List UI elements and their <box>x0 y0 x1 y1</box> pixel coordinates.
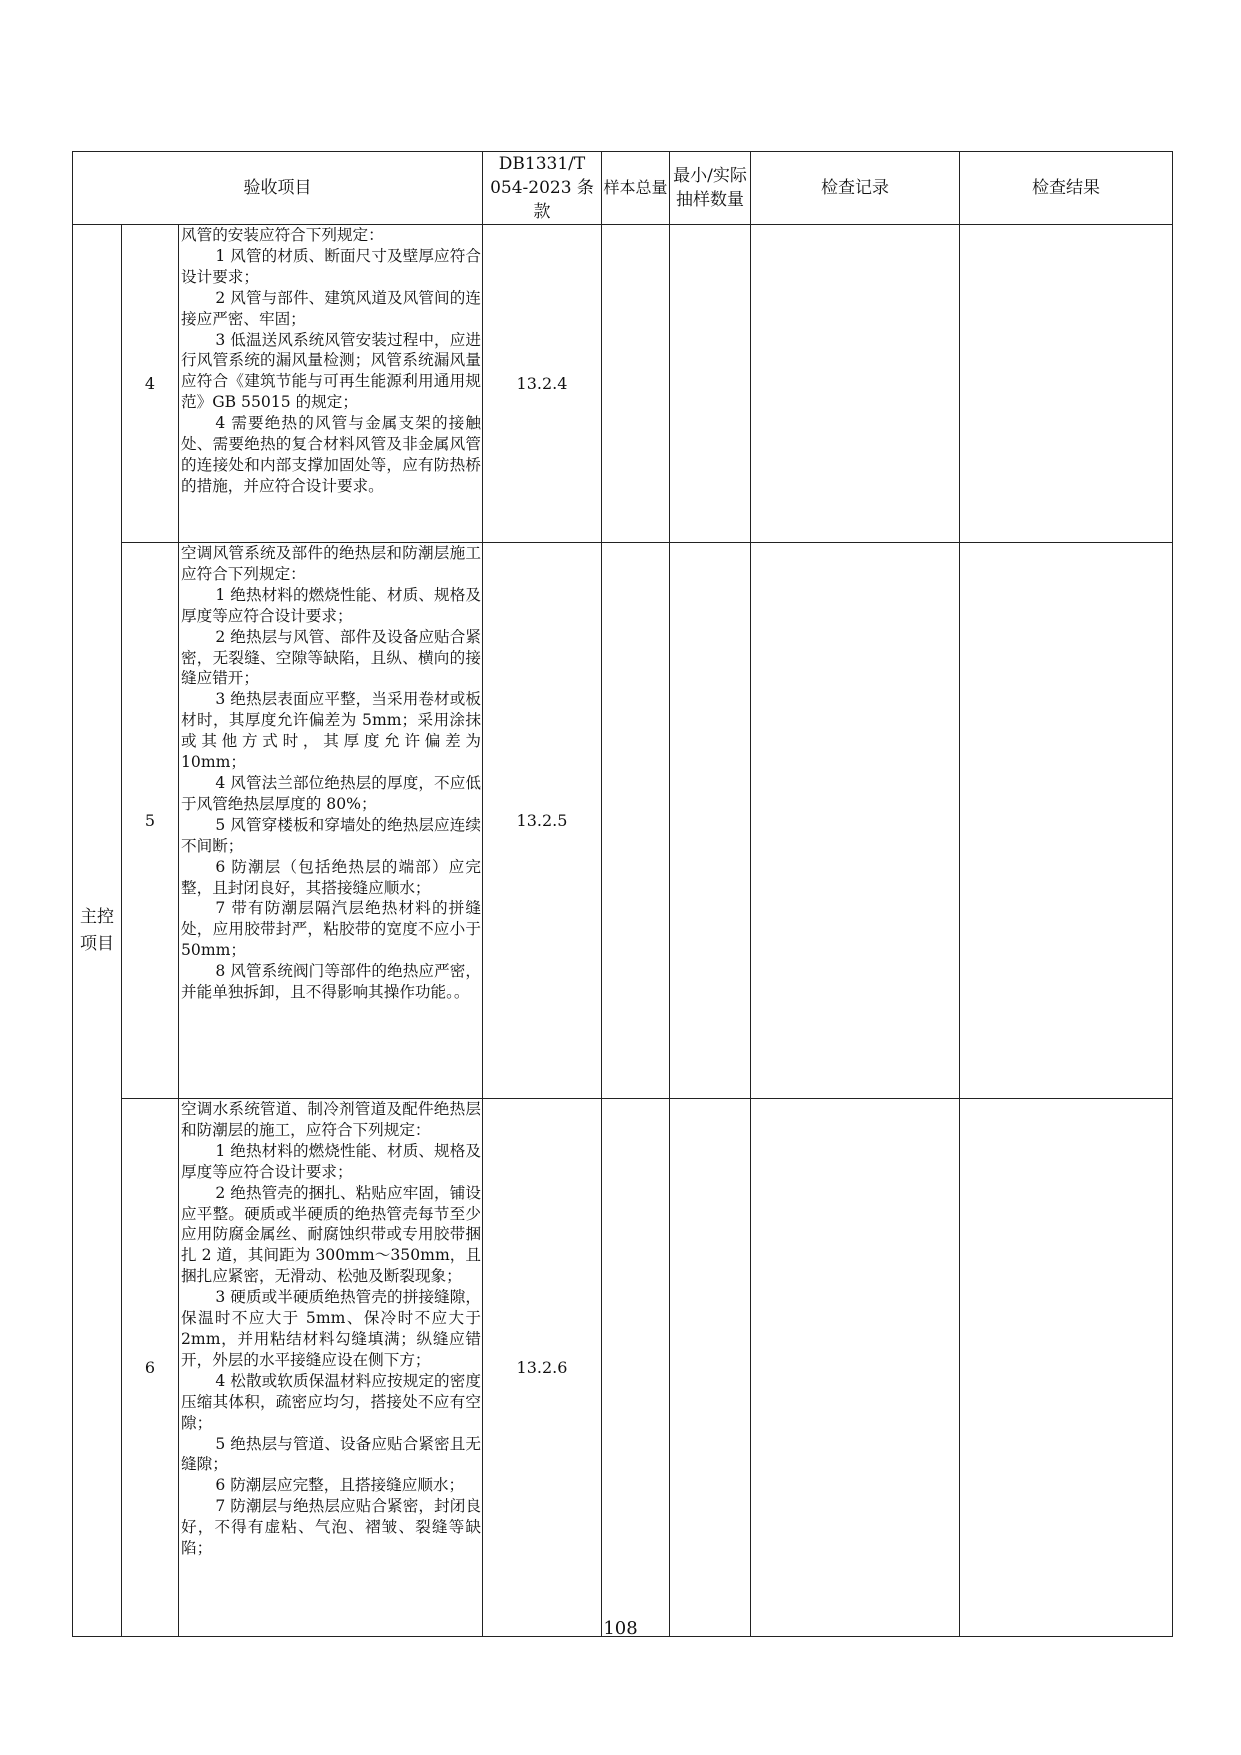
sampling-count-cell[interactable] <box>670 543 751 1099</box>
category-line1: 主控 <box>80 906 114 927</box>
requirement-line: 7 带有防潮层隔汽层绝热材料的拼缝处，应用胶带封严，粘胶带的宽度不应小于 50mm； <box>181 899 481 960</box>
check-result-cell[interactable] <box>960 225 1173 543</box>
requirement-text <box>179 543 483 1099</box>
header-item: 验收项目 <box>73 152 483 225</box>
requirement-line: 空调风管系统及部件的绝热层和防潮层施工应符合下列规定： <box>181 544 481 583</box>
sampling-count-cell[interactable] <box>670 1099 751 1637</box>
requirement-line: 2 风管与部件、建筑风道及风管间的连接应严密、牢固； <box>181 288 481 328</box>
requirement-line: 3 硬质或半硬质绝热管壳的拼接缝隙，保温时不应大于 5mm、保冷时不应大于 2mm，并用粘结材料勾缝填满；纵缝应错开，外层的水平接缝应设在侧下方； <box>181 1288 481 1369</box>
check-result-cell[interactable] <box>960 543 1173 1099</box>
header-result: 检查结果 <box>960 152 1173 225</box>
header-record: 检查记录 <box>751 152 960 225</box>
check-record-cell[interactable] <box>751 225 960 543</box>
requirement-line: 6 防潮层应完整，且搭接缝应顺水； <box>215 1476 465 1495</box>
requirement-line: 8 风管系统阀门等部件的绝热应严密，并能单独拆卸，且不得影响其操作功能。。 <box>181 962 481 1002</box>
table-row <box>73 225 1173 543</box>
requirement-line: 1 绝热材料的燃烧性能、材质、规格及厚度等应符合设计要求； <box>181 585 481 625</box>
row-number: 4 <box>122 225 179 543</box>
requirement-line: 3 绝热层表面应平整，当采用卷材或板材时，其厚度允许偏差为 5mm；采用涂抹或其他方式时，其厚度允许偏差为 10mm； <box>181 690 481 772</box>
requirement-line: 2 绝热管壳的捆扎、粘贴应牢固，铺设应平整。硬质或半硬质的绝热管壳每节至少应用防腐金属丝、耐腐蚀织带或专用胶带捆扎 2 道，其间距为 300mm～350mm，且捆扎应紧密，无滑动、松弛及断裂现象； <box>181 1183 481 1286</box>
sampling-count-cell[interactable] <box>670 225 751 543</box>
requirement-line: 风管的安装应符合下列规定： <box>181 226 384 244</box>
header-sampling <box>670 152 751 225</box>
sample-total-cell[interactable] <box>602 543 670 1099</box>
requirement-line: 4 风管法兰部位绝热层的厚度，不应低于风管绝热层厚度的 80%； <box>181 773 481 813</box>
acceptance-table <box>72 151 1173 1637</box>
row-number: 5 <box>122 543 179 1099</box>
header-clause-line1: DB1331/T <box>498 154 586 174</box>
header-sampling-line1: 最小/实际 <box>673 166 747 186</box>
category-line2: 项目 <box>80 933 114 954</box>
page-number: 108 <box>603 1618 638 1639</box>
row-number: 6 <box>122 1099 179 1637</box>
check-record-cell[interactable] <box>751 543 960 1099</box>
sample-total-cell[interactable] <box>602 225 670 543</box>
check-record-cell[interactable] <box>751 1099 960 1637</box>
clause-number: 13.2.4 <box>483 225 602 543</box>
requirement-line: 3 低温送风系统风管安装过程中，应进行风管系统的漏风量检测；风管系统漏风量应符合《建筑节能与可再生能源利用通用规范》GB 55015 的规定； <box>181 330 481 412</box>
header-sample-total: 样本总量 <box>602 152 670 225</box>
header-row <box>73 152 1173 225</box>
clause-number: 13.2.6 <box>483 1099 602 1637</box>
clause-number: 13.2.5 <box>483 543 602 1099</box>
requirement-text <box>179 1099 483 1637</box>
requirement-line: 空调水系统管道、制冷剂管道及配件绝热层和防潮层的施工，应符合下列规定： <box>181 1100 481 1139</box>
header-clause-line2: 054-2023 条款 <box>490 178 594 222</box>
requirement-text <box>179 225 483 543</box>
header-sampling-line2: 抽样数量 <box>676 190 744 210</box>
sample-total-cell[interactable] <box>602 1099 670 1637</box>
requirement-line: 1 绝热材料的燃烧性能、材质、规格及厚度等应符合设计要求； <box>181 1141 481 1181</box>
check-result-cell[interactable] <box>960 1099 1173 1637</box>
table-row <box>73 1099 1173 1637</box>
requirement-line: 4 需要绝热的风管与金属支架的接触处、需要绝热的复合材料风管及非金属风管的连接处和内部支撑加固处等，应有防热桥的措施，并应符合设计要求。 <box>181 414 481 495</box>
requirement-line: 7 防潮层与绝热层应贴合紧密，封闭良好，不得有虚粘、气泡、褶皱、裂缝等缺陷； <box>181 1497 481 1558</box>
requirement-line: 4 松散或软质保温材料应按规定的密度压缩其体积，疏密应均匀，搭接处不应有空隙； <box>181 1371 481 1432</box>
table-row <box>73 543 1173 1099</box>
requirement-line: 2 绝热层与风管、部件及设备应贴合紧密，无裂缝、空隙等缺陷，且纵、横向的接缝应错开； <box>181 627 481 688</box>
requirement-line: 1 风管的材质、断面尺寸及壁厚应符合设计要求； <box>181 246 481 286</box>
requirement-line: 5 风管穿楼板和穿墙处的绝热层应连续不间断； <box>181 815 481 855</box>
requirement-line: 5 绝热层与管道、设备应贴合紧密且无缝隙； <box>181 1434 481 1474</box>
requirement-line: 6 防潮层（包括绝热层的端部）应完整，且封闭良好，其搭接缝应顺水； <box>181 857 481 897</box>
header-clause <box>483 152 602 225</box>
category-cell <box>73 225 122 1637</box>
